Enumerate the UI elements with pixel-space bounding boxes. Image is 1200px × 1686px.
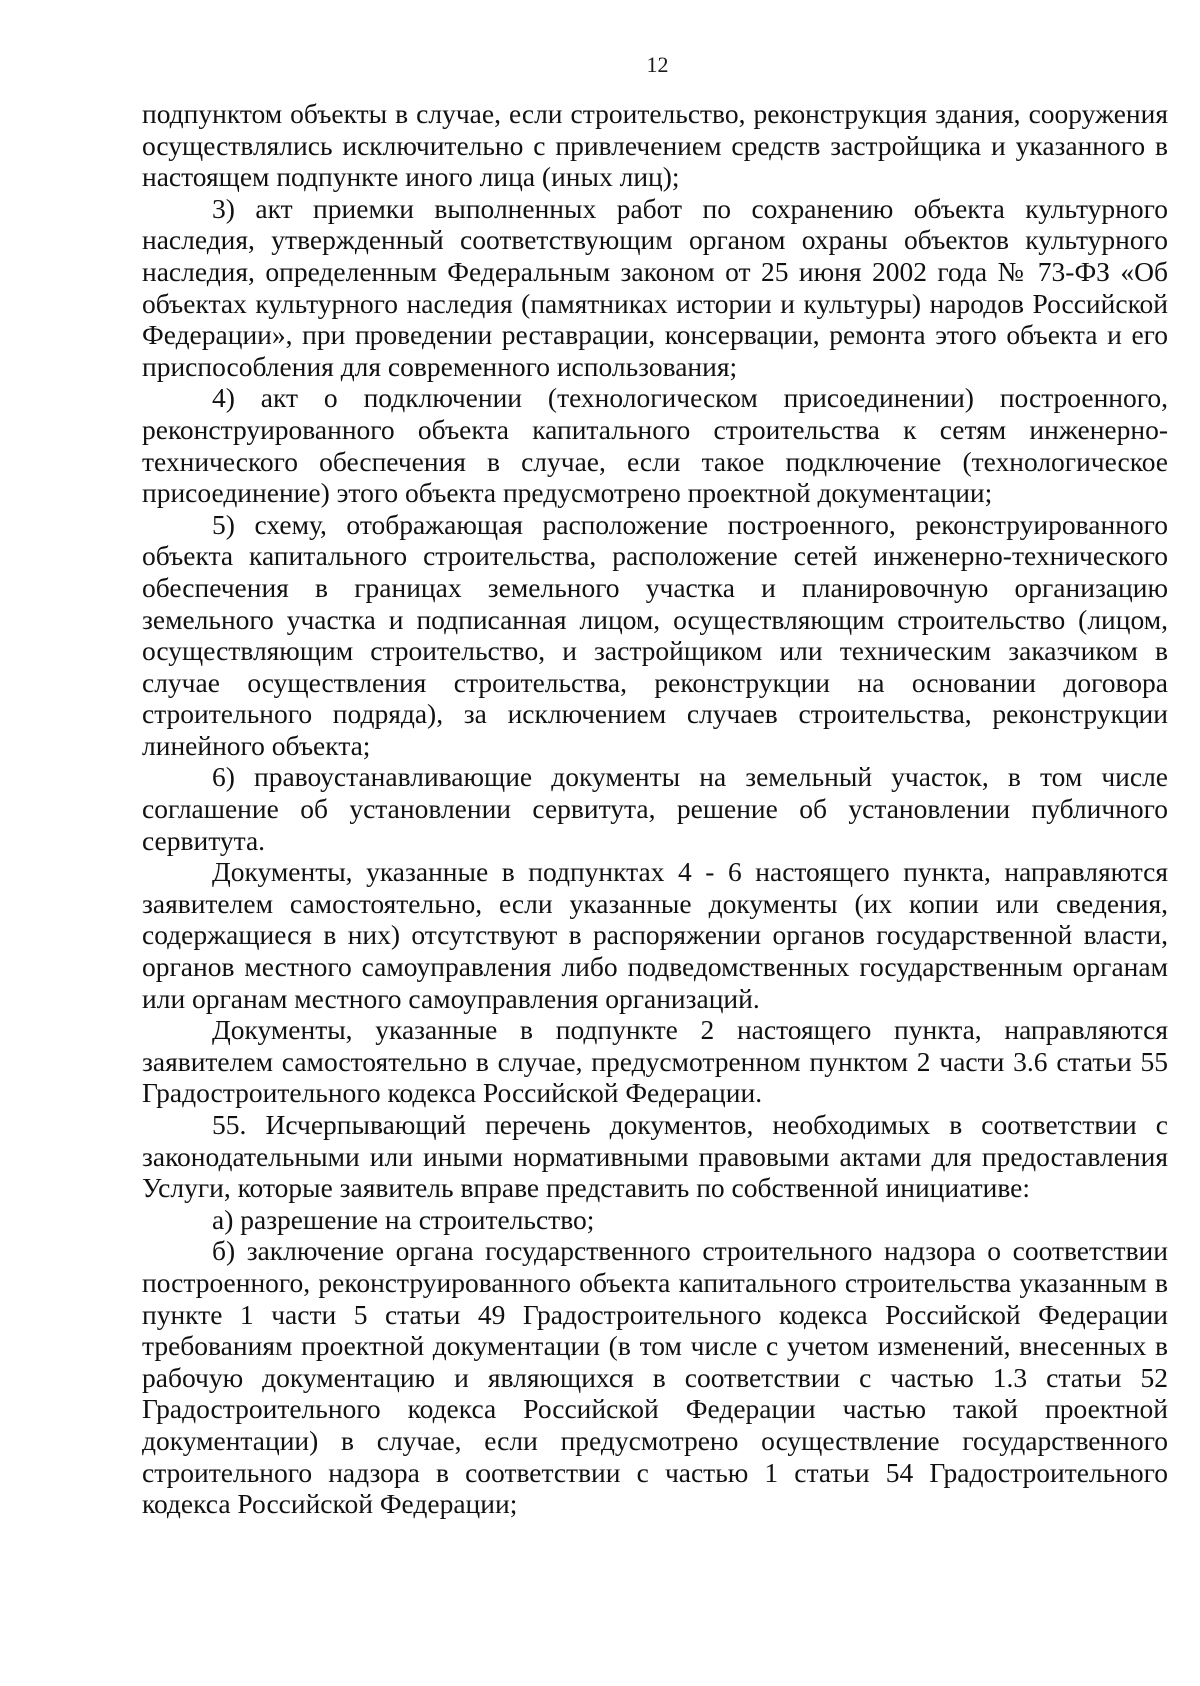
paragraph-item-4: 4) акт о подключении (технологическом присоединении) построенного, реконструированного объекта капитального строительства к сетям инженерно-технического обеспечения в случае, если такое подключение (технологическое присоединение) этого объекта предусмотрено проектной документации; — [142, 382, 1168, 509]
document-body — [142, 98, 1168, 1520]
paragraph-item-b: б) заключение органа государственного строительного надзора о соответствии построенного, реконструированного объекта капитального строительства указанным в пункте 1 части 5 статьи 49 Градостроительного кодекса Российской Федерации требованиям проектной документации (в том числе с учетом изменений, внесенных в рабочую документацию и являющихся в соответствии с частью 1.3 статьи 52 Градостроительного кодекса Российской Федерации частью такой проектной документации) в случае, если предусмотрено осуществление государственного строительного надзора в соответствии с частью 1 статьи 54 Градостроительного кодекса Российской Федерации; — [142, 1235, 1168, 1520]
paragraph-documents-4-6: Документы, указанные в подпунктах 4 - 6 настоящего пункта, направляются заявителем самостоятельно, если указанные документы (их копии или сведения, содержащиеся в них) отсутствуют в распоряжении органов государственной власти, органов местного самоуправления либо подведомственных государственным органам или органам местного самоуправления организаций. — [142, 856, 1168, 1014]
paragraph-item-a: а) разрешение на строительство; — [212, 1203, 595, 1235]
paragraph-continuation: подпунктом объекты в случае, если строительство, реконструкция здания, сооружения осуществлялись исключительно с привлечением средств застройщика и указанного в настоящем подпункте иного лица (иных лиц); — [142, 98, 1168, 193]
paragraph-documents-2: Документы, указанные в подпункте 2 настоящего пункта, направляются заявителем самостоятельно в случае, предусмотренном пунктом 2 части 3.6 статьи 55 Градостроительного кодекса Российской Федерации. — [142, 1014, 1168, 1109]
paragraph-item-6: 6) правоустанавливающие документы на земельный участок, в том числе соглашение об установлении сервитута, решение об установлении публичного сервитута. — [142, 761, 1168, 856]
page-number: 12 — [646, 52, 669, 77]
paragraph-item-5: 5) схему, отображающая расположение построенного, реконструированного объекта капитального строительства, расположение сетей инженерно-технического обеспечения в границах земельного участка и планировочную организацию земельного участка и подписанная лицом, осуществляющим строительство (лицом, осуществляющим строительство, и застройщиком или техническим заказчиком в случае осуществления строительства, реконструкции на основании договора строительного подряда), за исключением случаев строительства, реконструкции линейного объекта; — [142, 508, 1168, 761]
paragraph-section-55: 55. Исчерпывающий перечень документов, необходимых в соответствии с законодательными или иными нормативными правовыми актами для предоставления Услуги, которые заявитель вправе представить по собственной инициативе: — [142, 1109, 1168, 1204]
paragraph-item-3: 3) акт приемки выполненных работ по сохранению объекта культурного наследия, утвержденный соответствующим органом охраны объектов культурного наследия, определенным Федеральным законом от 25 июня 2002 года № 73-ФЗ «Об объектах культурного наследия (памятниках истории и культуры) народов Российской Федерации», при проведении реставрации, консервации, ремонта этого объекта и его приспособления для современного использования; — [142, 192, 1168, 382]
